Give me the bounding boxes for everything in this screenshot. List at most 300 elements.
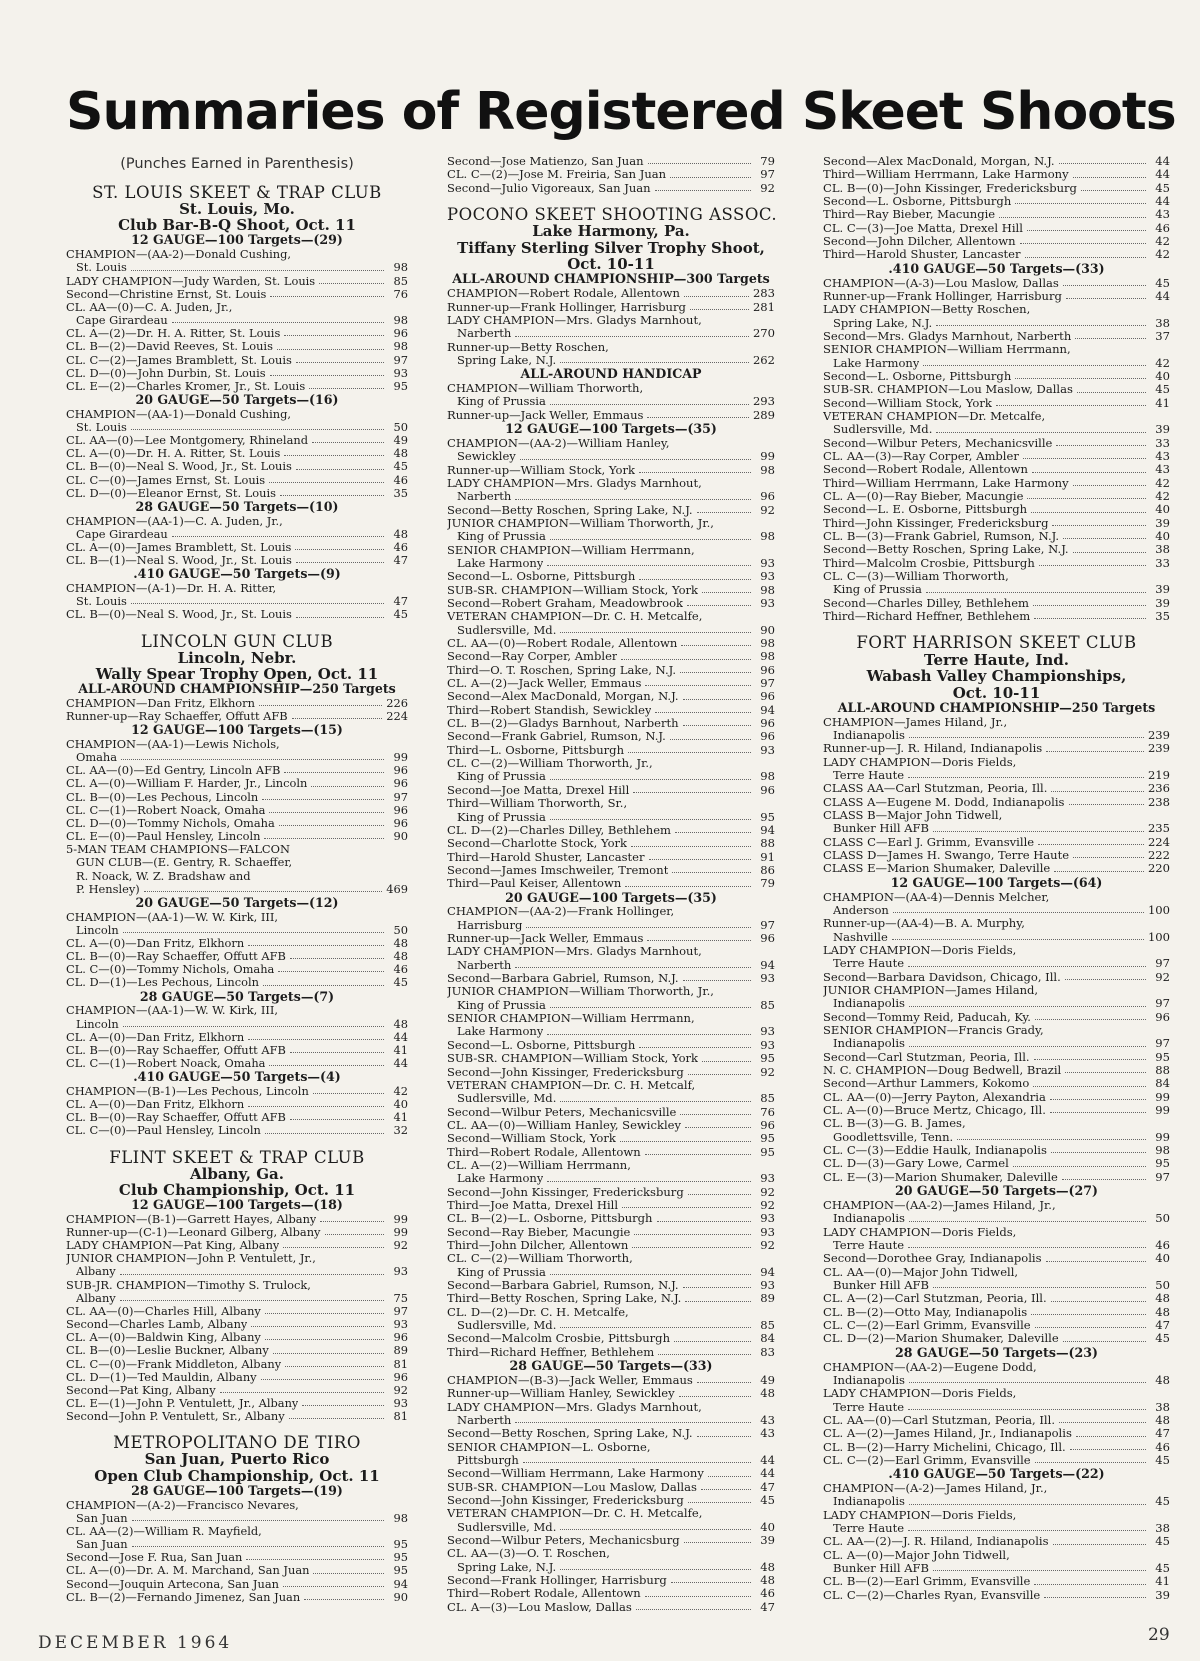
event-title: Wally Spear Trophy Open, Oct. 11 bbox=[95, 664, 379, 683]
result-line bbox=[447, 1547, 775, 1560]
result-score: 48 bbox=[760, 1559, 775, 1574]
result-line bbox=[66, 288, 408, 301]
result-score: 84 bbox=[760, 1331, 775, 1346]
result-text: CL. A—(0)—William F. Harder, Jr., Lincoln bbox=[66, 777, 308, 791]
result-text: SENIOR CHAMPION—William Herrmann, bbox=[447, 1012, 695, 1026]
leader-dots bbox=[702, 1061, 751, 1062]
result-line bbox=[447, 1186, 775, 1199]
result-text: Lake Harmony bbox=[833, 356, 920, 370]
result-text: SENIOR CHAMPION—L. Osborne, bbox=[447, 1440, 651, 1454]
result-text: Bunker Hill AFB bbox=[833, 1562, 930, 1576]
result-score: 219 bbox=[1147, 768, 1170, 783]
result-score: 38 bbox=[1155, 1521, 1170, 1536]
leader-dots bbox=[634, 1234, 751, 1235]
result-line bbox=[823, 822, 1170, 835]
leader-dots bbox=[515, 499, 751, 500]
leader-dots bbox=[263, 985, 384, 986]
result-line bbox=[823, 343, 1170, 356]
result-line bbox=[66, 1564, 408, 1577]
result-text: Second—Christine Ernst, St. Louis bbox=[66, 287, 267, 301]
result-line bbox=[823, 1292, 1170, 1305]
result-score: 91 bbox=[760, 849, 775, 864]
result-line bbox=[823, 1575, 1170, 1588]
result-text: Runner-up—(AA-4)—B. A. Murphy, bbox=[823, 917, 1025, 931]
result-score: 48 bbox=[1155, 1412, 1170, 1427]
result-text: CL. C—(2)—Charles Ryan, Evansville bbox=[823, 1588, 1041, 1602]
leader-dots bbox=[560, 1529, 751, 1530]
result-line bbox=[447, 959, 775, 972]
result-text: Indianapolis bbox=[833, 1495, 905, 1509]
result-line bbox=[823, 290, 1170, 303]
result-line bbox=[66, 582, 408, 595]
leader-dots bbox=[633, 792, 751, 793]
leader-dots bbox=[1065, 1072, 1146, 1073]
result-line bbox=[66, 447, 408, 460]
result-score: 46 bbox=[1155, 1439, 1170, 1454]
result-score: 48 bbox=[393, 935, 408, 950]
result-text: CLASS AA—Carl Stutzman, Peoria, Ill. bbox=[823, 782, 1048, 796]
result-text: CHAMPION—(AA-1)—C. A. Juden, Jr., bbox=[66, 514, 283, 528]
result-score: 39 bbox=[1155, 1587, 1170, 1602]
leader-dots bbox=[251, 1326, 384, 1327]
result-line bbox=[823, 1549, 1170, 1562]
result-text: Goodlettsville, Tenn. bbox=[833, 1130, 954, 1144]
result-line bbox=[823, 917, 1170, 930]
result-text: Terre Haute bbox=[833, 1522, 905, 1536]
result-text: Sudlersville, Md. bbox=[457, 623, 557, 637]
result-text: CL. C—(3)—Eddie Haulk, Indianapolis bbox=[823, 1144, 1047, 1158]
leader-dots bbox=[290, 1119, 384, 1120]
result-text: CL. A—(0)—Dan Fritz, Elkhorn bbox=[66, 936, 245, 950]
result-score: 35 bbox=[393, 485, 408, 500]
result-line bbox=[823, 597, 1170, 610]
result-text: LADY CHAMPION—Doris Fields, bbox=[823, 943, 1017, 957]
result-text: SENIOR CHAMPION—Francis Grady, bbox=[823, 1024, 1044, 1038]
result-text: Spring Lake, N.J. bbox=[833, 316, 933, 330]
result-text: King of Prussia bbox=[457, 530, 546, 544]
leader-dots bbox=[685, 1301, 751, 1302]
leader-dots bbox=[680, 672, 751, 673]
result-text: Second—Frank Gabriel, Rumson, N.J. bbox=[447, 730, 666, 744]
leader-dots bbox=[284, 335, 384, 336]
result-score: 43 bbox=[760, 1426, 775, 1441]
result-score: 226 bbox=[386, 695, 408, 710]
result-text: Indianapolis bbox=[833, 729, 905, 742]
result-line bbox=[66, 1085, 408, 1098]
result-text: LADY CHAMPION—Mrs. Gladys Marnhout, bbox=[447, 945, 702, 959]
result-text: Runner-up—Jack Weller, Emmaus bbox=[447, 932, 644, 946]
result-text: CL. C—(0)—Tommy Nichols, Omaha bbox=[66, 963, 275, 977]
result-text: Runner-up—J. R. Hiland, Indianapolis bbox=[823, 742, 1043, 756]
gauge-heading: 12 GAUGE—100 Targets—(18) bbox=[131, 1197, 343, 1213]
leader-dots bbox=[957, 1139, 1146, 1140]
result-text: Cape Girardeau bbox=[76, 527, 168, 541]
result-text: Indianapolis bbox=[833, 1037, 905, 1051]
result-score: 45 bbox=[1155, 1561, 1170, 1576]
result-text: CL. AA—(0)—William Hanley, Sewickley bbox=[447, 1118, 681, 1132]
result-score: 49 bbox=[393, 433, 408, 448]
result-line bbox=[66, 1410, 408, 1423]
result-line bbox=[823, 557, 1170, 570]
result-text: CL. C—(2)—James Bramblett, St. Louis bbox=[66, 353, 292, 367]
leader-dots bbox=[908, 966, 1146, 967]
club-name: METROPOLITANO DE TIRO bbox=[113, 1433, 361, 1453]
result-score: 95 bbox=[393, 378, 408, 393]
result-line bbox=[823, 742, 1170, 755]
result-score: 97 bbox=[1155, 996, 1170, 1011]
leader-dots bbox=[1046, 1261, 1146, 1262]
result-text: SUB-SR. CHAMPION—Lou Maslow, Dallas bbox=[823, 383, 1073, 397]
result-line bbox=[66, 751, 408, 764]
result-score: 281 bbox=[752, 299, 775, 314]
result-line bbox=[447, 437, 775, 450]
result-text: Runner-up—Frank Hollinger, Harrisburg bbox=[823, 289, 1062, 303]
leader-dots bbox=[936, 325, 1146, 326]
result-text: JUNIOR CHAMPION—John P. Ventulett, Jr., bbox=[66, 1252, 316, 1266]
result-text: Second—Robert Rodale, Allentown bbox=[823, 463, 1028, 477]
result-text: Second—Charles Lamb, Albany bbox=[66, 1318, 248, 1332]
result-text: CL. A—(0)—Dr. A. M. Marchand, San Juan bbox=[66, 1564, 310, 1578]
result-line bbox=[66, 1591, 408, 1604]
result-line bbox=[447, 1561, 775, 1574]
result-text: CL. D—(2)—Dr. C. H. Metcalfe, bbox=[447, 1305, 629, 1319]
result-score: 44 bbox=[760, 1452, 775, 1467]
leader-dots bbox=[1059, 163, 1146, 164]
result-text: Second—Barbara Davidson, Chicago, Ill. bbox=[823, 970, 1061, 984]
result-line bbox=[823, 277, 1170, 290]
result-score: 92 bbox=[393, 1238, 408, 1253]
leader-dots bbox=[248, 1039, 384, 1040]
leader-dots bbox=[296, 362, 384, 363]
result-score: 97 bbox=[760, 917, 775, 932]
result-text: Third—Betty Roschen, Spring Lake, N.J. bbox=[447, 1292, 682, 1306]
result-text: CL. C—(0)—Frank Middleton, Albany bbox=[66, 1357, 282, 1371]
result-text: Third—Malcolm Crosbie, Pittsburgh bbox=[823, 556, 1035, 570]
leader-dots bbox=[697, 512, 751, 513]
result-line bbox=[66, 791, 408, 804]
result-text: Third—William Thorworth, Sr., bbox=[447, 797, 628, 811]
leader-dots bbox=[688, 1502, 751, 1503]
result-score: 92 bbox=[760, 180, 775, 195]
result-line bbox=[823, 1226, 1170, 1239]
result-text: Second—Jouquin Artecona, San Juan bbox=[66, 1577, 279, 1591]
result-line bbox=[447, 1226, 775, 1239]
result-text: CL. C—(2)—William Thorworth, Jr., bbox=[447, 757, 653, 771]
result-text: CL. E—(0)—Paul Hensley, Lincoln bbox=[66, 830, 261, 844]
result-line bbox=[823, 543, 1170, 556]
result-text: LADY CHAMPION—Mrs. Gladys Marnhout, bbox=[447, 476, 702, 490]
result-line bbox=[447, 490, 775, 503]
result-text: Second—Barbara Gabriel, Rumson, N.J. bbox=[447, 1279, 679, 1292]
result-score: 88 bbox=[760, 836, 775, 851]
result-score: 97 bbox=[1155, 1169, 1170, 1184]
result-line bbox=[447, 1252, 775, 1265]
result-score: 97 bbox=[760, 676, 775, 691]
result-score: 96 bbox=[760, 782, 775, 797]
leader-dots bbox=[675, 832, 751, 833]
result-text: Runner-up—William Hanley, Sewickley bbox=[447, 1387, 675, 1401]
result-score: 43 bbox=[1155, 207, 1170, 222]
leader-dots bbox=[1051, 1301, 1146, 1302]
result-text: SUB-SR. CHAMPION—William Stock, York bbox=[447, 583, 699, 597]
result-line bbox=[823, 944, 1170, 957]
leader-dots bbox=[1046, 751, 1144, 752]
result-text: CL. D—(1)—Ted Mauldin, Albany bbox=[66, 1370, 257, 1384]
result-line bbox=[823, 1522, 1170, 1535]
event-title: Oct. 10-11 bbox=[952, 683, 1041, 702]
result-line bbox=[823, 1427, 1170, 1440]
result-score: 40 bbox=[760, 1519, 775, 1534]
result-line bbox=[447, 905, 775, 918]
result-score: 97 bbox=[760, 167, 775, 182]
leader-dots bbox=[1063, 1341, 1146, 1342]
result-line bbox=[66, 1305, 408, 1318]
result-text: CL. D—(0)—Eleanor Ernst, St. Louis bbox=[66, 486, 276, 500]
result-text: P. Hensley) bbox=[76, 882, 140, 896]
result-text: Second—Betty Roschen, Spring Lake, N.J. bbox=[823, 543, 1069, 557]
leader-dots bbox=[290, 958, 384, 959]
result-text: CL. A—(0)—Ray Bieber, Macungie bbox=[823, 490, 1024, 504]
leader-dots bbox=[690, 309, 749, 310]
result-score: 96 bbox=[393, 776, 408, 791]
result-line bbox=[66, 764, 408, 777]
result-line bbox=[823, 410, 1170, 423]
result-score: 239 bbox=[1147, 728, 1170, 742]
result-line bbox=[447, 1467, 775, 1480]
result-line bbox=[447, 945, 775, 958]
result-line bbox=[447, 610, 775, 623]
result-score: 96 bbox=[393, 1330, 408, 1345]
result-score: 98 bbox=[1155, 1143, 1170, 1158]
result-score: 283 bbox=[752, 286, 775, 301]
result-text: King of Prussia bbox=[457, 998, 546, 1012]
result-line bbox=[447, 557, 775, 570]
result-line bbox=[66, 1358, 408, 1371]
result-score: 45 bbox=[393, 975, 408, 990]
leader-dots bbox=[1015, 203, 1146, 204]
result-score: 262 bbox=[752, 352, 775, 367]
result-text: St. Louis bbox=[76, 595, 127, 609]
result-text: LADY CHAMPION—Pat King, Albany bbox=[66, 1239, 280, 1253]
result-text: CL. A—(2)—Jack Weller, Emmaus bbox=[447, 677, 642, 691]
page-number: 29 bbox=[1148, 1625, 1170, 1645]
result-score: 44 bbox=[393, 1055, 408, 1070]
result-score: 81 bbox=[393, 1409, 408, 1424]
result-line bbox=[66, 1252, 408, 1265]
result-score: 92 bbox=[760, 1184, 775, 1199]
result-line bbox=[447, 811, 775, 824]
leader-dots bbox=[283, 1586, 384, 1587]
leader-dots bbox=[909, 1006, 1146, 1007]
leader-dots bbox=[172, 536, 384, 537]
result-line bbox=[823, 1332, 1170, 1345]
result-score: 48 bbox=[760, 1573, 775, 1588]
leader-dots bbox=[671, 1582, 751, 1583]
result-score: 98 bbox=[393, 313, 408, 328]
result-line bbox=[66, 1499, 408, 1512]
leader-dots bbox=[909, 737, 1144, 738]
leader-dots bbox=[1069, 804, 1144, 805]
result-text: CL. C—(1)—Robert Noack, Omaha bbox=[66, 803, 266, 817]
leader-dots bbox=[550, 539, 751, 540]
club-location: Terre Haute, Ind. bbox=[924, 650, 1069, 669]
result-text: Third—Richard Heffner, Bethlehem bbox=[823, 610, 1031, 624]
result-line bbox=[823, 862, 1170, 875]
result-line bbox=[823, 1361, 1170, 1374]
result-text: Second—L. Osborne, Pittsburgh bbox=[447, 570, 636, 584]
result-score: 99 bbox=[1155, 1089, 1170, 1104]
leader-dots bbox=[526, 927, 751, 928]
result-text: CHAMPION—(AA-1)—W. W. Kirk, III, bbox=[66, 1004, 278, 1018]
result-line bbox=[447, 1521, 775, 1534]
result-line bbox=[823, 904, 1170, 917]
result-text: Runner-up—Jack Weller, Emmaus bbox=[447, 408, 644, 422]
result-line bbox=[823, 1454, 1170, 1467]
result-score: 42 bbox=[1155, 234, 1170, 249]
result-score: 90 bbox=[393, 829, 408, 844]
result-line bbox=[66, 1018, 408, 1031]
leader-dots bbox=[909, 1504, 1146, 1505]
result-score: 76 bbox=[393, 286, 408, 301]
result-score: 48 bbox=[760, 1386, 775, 1401]
leader-dots bbox=[320, 1221, 384, 1222]
result-text: Albany bbox=[76, 1265, 116, 1279]
result-score: 93 bbox=[760, 971, 775, 986]
result-score: 289 bbox=[752, 407, 775, 422]
result-score: 50 bbox=[1155, 1278, 1170, 1292]
leader-dots bbox=[132, 1546, 384, 1547]
result-score: 43 bbox=[760, 1412, 775, 1427]
result-score: 75 bbox=[393, 1290, 408, 1305]
result-text: Third—Robert Standish, Sewickley bbox=[447, 703, 652, 717]
result-text: CL. B—(3)—Frank Gabriel, Rumson, N.J. bbox=[823, 530, 1060, 544]
result-text: CL. D—(2)—Marion Shumaker, Daleville bbox=[823, 1332, 1059, 1346]
result-line bbox=[823, 437, 1170, 450]
leader-dots bbox=[680, 1114, 751, 1115]
result-line bbox=[447, 1132, 775, 1145]
result-score: 98 bbox=[760, 582, 775, 597]
result-text: CL. E—(1)—John P. Ventulett, Jr., Albany bbox=[66, 1397, 299, 1410]
result-line bbox=[823, 1171, 1170, 1184]
leader-dots bbox=[681, 645, 751, 646]
result-score: 94 bbox=[393, 1576, 408, 1591]
result-line bbox=[447, 1066, 775, 1079]
result-text: Second—L. E. Osborne, Pittsburgh bbox=[823, 503, 1028, 517]
result-text: Third—Harold Shuster, Lancaster bbox=[823, 248, 1021, 262]
result-score: 42 bbox=[1155, 475, 1170, 490]
result-text: JUNIOR CHAMPION—William Thorworth, Jr., bbox=[447, 985, 714, 999]
leader-dots bbox=[296, 469, 384, 470]
club-location: St. Louis, Mo. bbox=[179, 200, 295, 219]
result-text: Second—Wilbur Peters, Mechanicsburg bbox=[447, 1533, 680, 1547]
result-line bbox=[66, 515, 408, 528]
result-score: 96 bbox=[760, 716, 775, 731]
result-line bbox=[823, 1414, 1170, 1427]
result-score: 93 bbox=[760, 569, 775, 584]
result-score: 42 bbox=[393, 1083, 408, 1098]
leader-dots bbox=[639, 472, 751, 473]
result-line bbox=[447, 851, 775, 864]
leader-dots bbox=[560, 1101, 751, 1102]
result-score: 45 bbox=[760, 1492, 775, 1507]
result-line bbox=[823, 1441, 1170, 1454]
result-score: 47 bbox=[1155, 1318, 1170, 1333]
result-line bbox=[447, 1494, 775, 1507]
result-line bbox=[66, 1044, 408, 1057]
result-text: CL. AA—(0)—Jerry Payton, Alexandria bbox=[823, 1090, 1046, 1104]
result-line bbox=[447, 1574, 775, 1587]
leader-dots bbox=[655, 190, 751, 191]
result-score: 95 bbox=[760, 1144, 775, 1159]
result-text: CL. AA—(0)—Charles Hill, Albany bbox=[66, 1304, 261, 1318]
result-score: 41 bbox=[393, 1042, 408, 1057]
result-text: Third—John Kissinger, Fredericksburg bbox=[823, 516, 1049, 530]
result-score: 95 bbox=[393, 1563, 408, 1578]
club-location: Albany, Ga. bbox=[190, 1164, 284, 1183]
result-line bbox=[66, 830, 408, 843]
result-line bbox=[66, 1512, 408, 1525]
leader-dots bbox=[312, 442, 384, 443]
leader-dots bbox=[269, 1065, 384, 1066]
result-score: 32 bbox=[393, 1123, 408, 1138]
result-line bbox=[66, 843, 408, 856]
result-line bbox=[447, 1427, 775, 1440]
result-score: 41 bbox=[1155, 395, 1170, 410]
result-line bbox=[66, 883, 408, 896]
result-score: 93 bbox=[760, 1224, 775, 1239]
club-name: ST. LOUIS SKEET & TRAP CLUB bbox=[92, 183, 382, 202]
result-line bbox=[66, 487, 408, 500]
result-line bbox=[823, 997, 1170, 1010]
result-score: 89 bbox=[760, 1291, 775, 1306]
result-score: 37 bbox=[1155, 328, 1170, 343]
result-score: 92 bbox=[1155, 969, 1170, 984]
leader-dots bbox=[908, 1409, 1146, 1410]
leader-dots bbox=[933, 831, 1144, 832]
result-text: SENIOR CHAMPION—William Herrmann, bbox=[823, 343, 1071, 357]
result-line bbox=[823, 168, 1170, 181]
result-line bbox=[66, 963, 408, 976]
result-line bbox=[447, 730, 775, 743]
leader-dots bbox=[702, 592, 751, 593]
result-score: 96 bbox=[393, 326, 408, 341]
result-score: 85 bbox=[393, 273, 408, 288]
result-line bbox=[66, 817, 408, 830]
result-score: 41 bbox=[1155, 1574, 1170, 1589]
gauge-heading: 28 GAUGE—50 Targets—(33) bbox=[509, 1358, 713, 1374]
gauge-heading: 28 GAUGE—100 Targets—(19) bbox=[131, 1482, 343, 1498]
result-text: CL. C—(2)—Jose M. Freiria, San Juan bbox=[447, 168, 667, 182]
result-text: CL. B—(2)—Harry Michelini, Chicago, Ill. bbox=[823, 1440, 1066, 1454]
result-score: 97 bbox=[1155, 1036, 1170, 1051]
result-line bbox=[823, 477, 1170, 490]
result-line bbox=[447, 1079, 775, 1092]
result-score: 95 bbox=[1155, 1049, 1170, 1064]
gauge-heading: 20 GAUGE—50 Targets—(16) bbox=[135, 391, 339, 407]
result-line bbox=[447, 597, 775, 610]
result-text: Second—Alex MacDonald, Morgan, N.J. bbox=[447, 690, 679, 704]
result-line bbox=[447, 477, 775, 490]
result-line bbox=[447, 1106, 775, 1119]
result-line bbox=[823, 583, 1170, 596]
result-score: 47 bbox=[760, 1479, 775, 1494]
result-text: Sewickley bbox=[457, 450, 516, 464]
result-line bbox=[66, 804, 408, 817]
result-line bbox=[823, 1144, 1170, 1157]
result-text: Nashville bbox=[833, 930, 888, 944]
leader-dots bbox=[1073, 552, 1146, 553]
leader-dots bbox=[277, 349, 384, 350]
